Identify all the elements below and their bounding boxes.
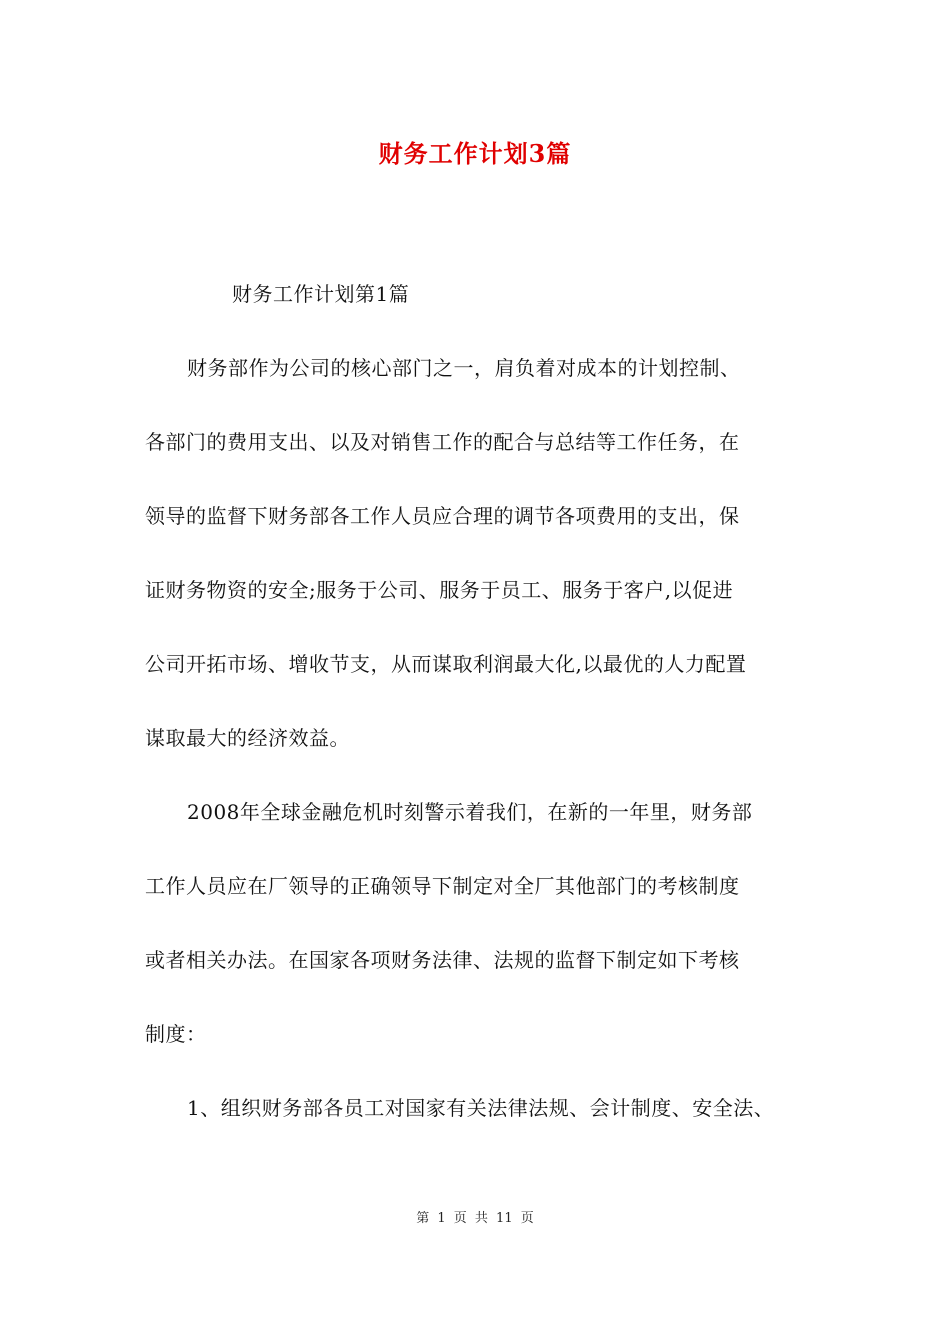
paragraph-line: 1、组织财务部各员工对国家有关法律法规、会计制度、安全法、: [187, 1096, 775, 1120]
paragraph-line: 各部门的费用支出、以及对销售工作的配合与总结等工作任务，在: [145, 430, 740, 454]
paragraph-line: 2008年全球金融危机时刻警示着我们，在新的一年里，财务部: [187, 800, 753, 824]
paragraph-line: 制度：: [145, 1022, 207, 1046]
paragraph-line: 公司开拓市场、增收节支，从而谋取利润最大化,以最优的人力配置: [145, 652, 747, 676]
paragraph-line: 工作人员应在厂领导的正确领导下制定对全厂其他部门的考核制度: [145, 874, 740, 898]
paragraph-line: 财务部作为公司的核心部门之一，肩负着对成本的计划控制、: [187, 356, 741, 380]
document-title: 财务工作计划3篇: [378, 139, 572, 168]
paragraph-line: 领导的监督下财务部各工作人员应合理的调节各项费用的支出，保: [145, 504, 740, 528]
paragraph-line: 或者相关办法。在国家各项财务法律、法规的监督下制定如下考核: [145, 948, 740, 972]
section-heading: 财务工作计划第1篇: [232, 282, 410, 306]
paragraph-line: 证财务物资的安全;服务于公司、服务于员工、服务于客户,以促进: [145, 578, 734, 602]
paragraph-line: 谋取最大的经济效益。: [145, 726, 350, 750]
page-number: 第 1 页 共 11 页: [416, 1211, 534, 1226]
